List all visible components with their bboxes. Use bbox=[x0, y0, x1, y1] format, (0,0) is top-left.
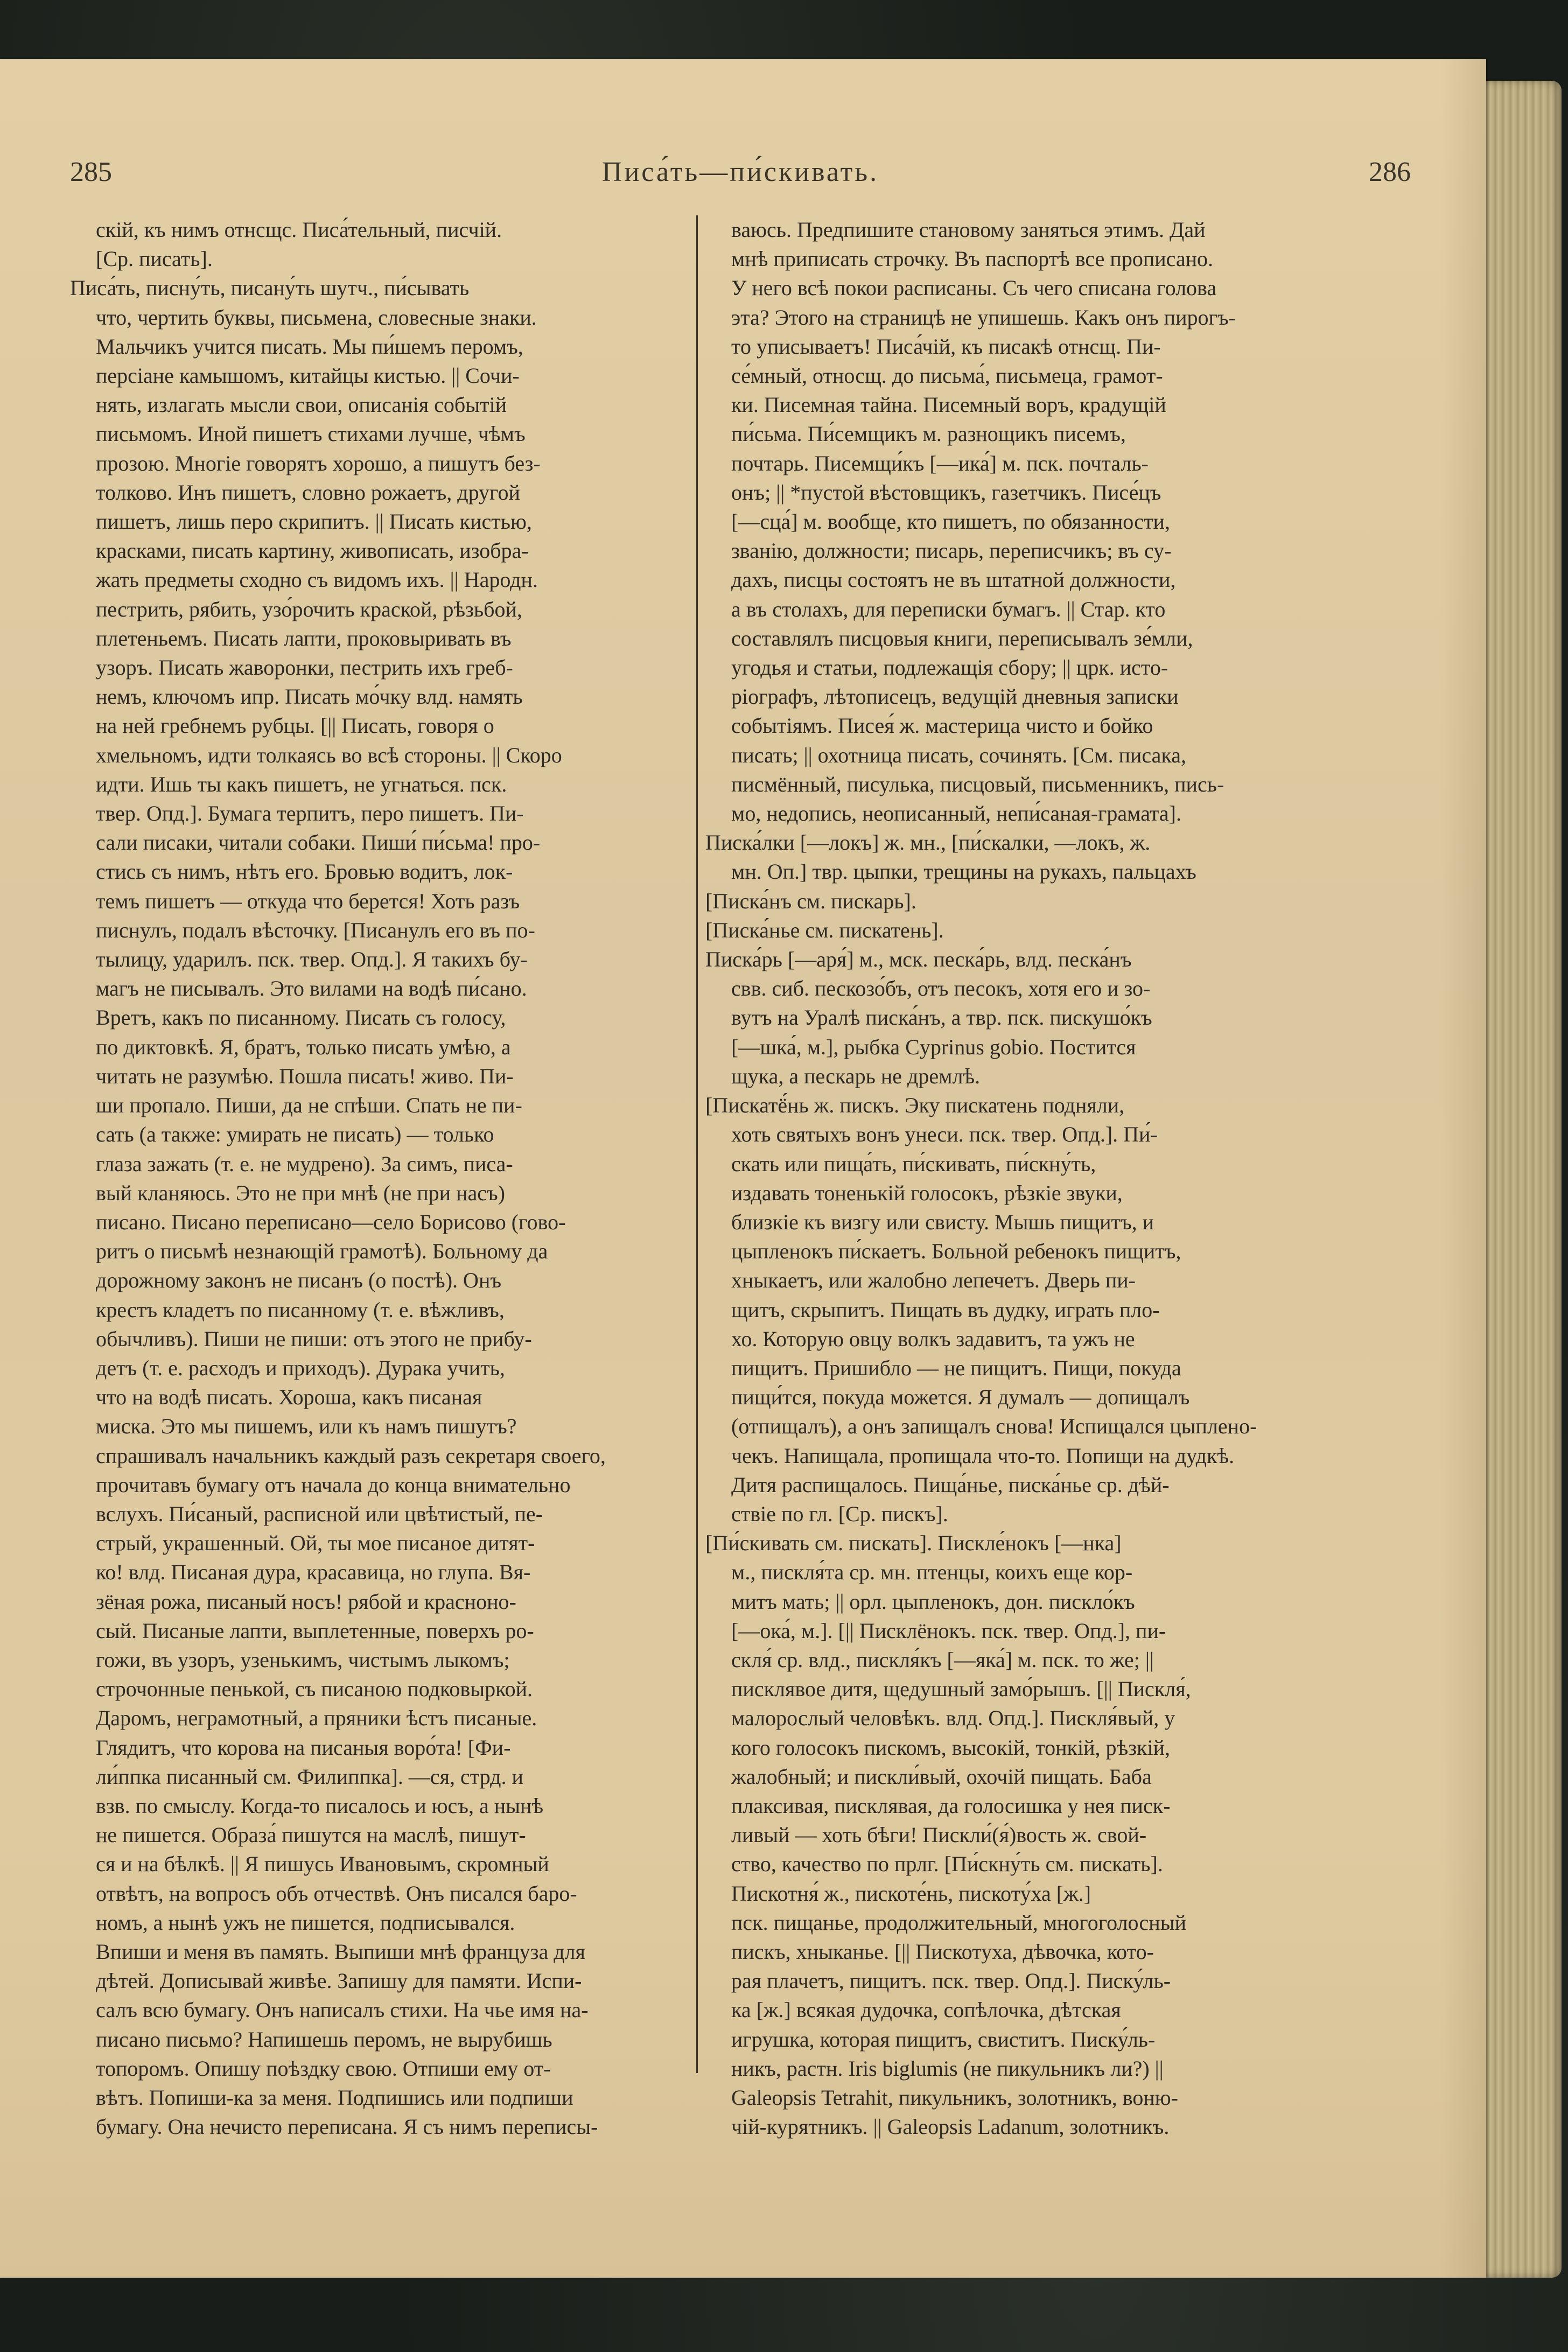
text-line: гожи, въ узоръ, узенькимъ, чистымъ лыкомъ; bbox=[96, 1647, 510, 1672]
text-line: плаксивая, писклявая, да голосишка у нея писк- bbox=[731, 1793, 1171, 1818]
text-line: жать предметы сходно съ видомъ ихъ. || Народн. bbox=[96, 568, 538, 592]
text-line: хоть святыхъ вонъ унеси. пск. твер. Опд.]. Пи́- bbox=[731, 1122, 1158, 1147]
text-line: скій, къ нимъ отнсщс. Писа́тельный, писчій. bbox=[96, 218, 502, 242]
text-line: сый. Писаные лапти, выплетенные, поверхъ ро- bbox=[96, 1618, 534, 1643]
text-line: прозою. Многіе говорятъ хорошо, а пишутъ без- bbox=[96, 451, 541, 475]
text-line: плетеньемъ. Писать лапти, проковыривать въ bbox=[96, 626, 512, 650]
text-line: свв. сиб. пескозо́бъ, отъ песокъ, хотя его и зо- bbox=[731, 976, 1151, 1001]
right-column bbox=[705, 215, 1465, 2141]
running-title: Писа́ть—пи́скивать. bbox=[601, 157, 879, 187]
text-line: ливый — хоть бѣги! Пискли́(я́)вость ж. свой- bbox=[731, 1823, 1147, 1847]
text-line: се́мный, относщ. до письма́, письмеца, грамот- bbox=[731, 363, 1163, 388]
page-stack-edge bbox=[1475, 81, 1562, 2278]
page-header bbox=[70, 156, 1411, 199]
text-line: ся и на бѣлкѣ. || Я пишусь Ивановымъ, скромный bbox=[96, 1852, 549, 1877]
text-line: бумагу. Она нечисто переписана. Я съ нимъ переписы- bbox=[96, 2115, 598, 2139]
text-line: хныкаетъ, или жалобно лепечетъ. Дверь пи- bbox=[731, 1268, 1136, 1293]
text-line: обычливъ). Пиши не пиши: отъ этого не прибу- bbox=[96, 1326, 532, 1351]
text-line: хо. Которую овцу волкъ задавитъ, та ужъ не bbox=[731, 1326, 1135, 1351]
text-line: магъ не писывалъ. Это вилами на водѣ пи́сано. bbox=[96, 976, 527, 1001]
text-line: дѣтей. Дописывай живѣе. Запишу для памяти. Испи- bbox=[96, 1969, 582, 1993]
text-line: персіане камышомъ, китайцы кистью. || Сочи- bbox=[96, 363, 520, 388]
text-line: Даромъ, неграмотный, а пряники ѣстъ писаные. bbox=[96, 1706, 537, 1731]
text-line: сали писаки, читали собаки. Пиши́ пи́сьма! про- bbox=[96, 830, 541, 855]
text-line: [—шка́, м.], рыбка Cyprinus gobio. Постится bbox=[731, 1034, 1136, 1059]
text-line: пишетъ, лишь перо скрипитъ. || Писать кистью, bbox=[96, 509, 532, 534]
text-line: Пискотня́ ж., пискоте́нь, пискоту́ха [ж.] bbox=[731, 1881, 1091, 1906]
text-line: У него всѣ покои расписаны. Съ чего списана голова bbox=[731, 276, 1217, 300]
text-line: ріографъ, лѣтописецъ, ведущій дневныя записки bbox=[731, 684, 1179, 709]
text-line: Galeopsis Tetrahit, пикульникъ, золотникъ, воню- bbox=[731, 2085, 1178, 2110]
text-line: званію, должности; писарь, переписчикъ; въ су- bbox=[731, 538, 1172, 563]
text-line: немъ, ключомъ ипр. Писать мо́чку влд. намять bbox=[96, 684, 523, 709]
text-line: писмённый, писулька, писцовый, письменникъ, пись- bbox=[731, 772, 1224, 796]
text-line: [Ср. писать]. bbox=[96, 247, 213, 271]
left-column bbox=[70, 215, 689, 2141]
text-line: пи́сьма. Пи́семщикъ м. разнощикъ писемъ, bbox=[731, 422, 1126, 446]
text-line: Впиши и меня въ память. Выпиши мнѣ француза для bbox=[96, 1939, 585, 1964]
text-line: зёная рожа, писаный носъ! рябой и красноно- bbox=[96, 1589, 516, 1614]
text-line: прочитавъ бумагу отъ начала до конца внимательно bbox=[96, 1472, 571, 1497]
text-line: вутъ на Уралѣ писка́нъ, а твр. пск. пискушо́къ bbox=[731, 1005, 1152, 1030]
text-line: ритъ о письмѣ незнающій грамотѣ). Больному да bbox=[96, 1239, 548, 1264]
text-line: на ней гребнемъ рубцы. [|| Писать, говоря о bbox=[96, 713, 494, 738]
text-line: дахъ, писцы состоятъ не въ штатной должности, bbox=[731, 568, 1176, 592]
text-line: пестрить, рябить, узо́рочить краской, рѣзьбой, bbox=[96, 597, 522, 621]
text-line: толково. Инъ пишетъ, словно рожаетъ, другой bbox=[96, 480, 520, 505]
text-line: скать или пища́ть, пи́скивать, пи́скну́ть, bbox=[731, 1151, 1096, 1176]
page-number-left: 285 bbox=[70, 157, 112, 187]
text-line: Глядитъ, что корова на писаныя воро́та! [Фи- bbox=[96, 1735, 511, 1760]
text-line: щитъ, скрыпитъ. Пищать въ дудку, играть пло- bbox=[731, 1297, 1160, 1322]
dictionary-page bbox=[0, 59, 1486, 2278]
text-line: ли́ппка писанный см. Филиппка]. —ся, стрд. и bbox=[96, 1764, 523, 1789]
text-line: дорожному законъ не писанъ (о постѣ). Онъ bbox=[96, 1268, 502, 1293]
text-line: событіямъ. Писея́ ж. мастерица чисто и бойко bbox=[731, 713, 1153, 738]
text-line: Писка́рь [—аря́] м., мск. песка́рь, влд. песка́нъ bbox=[705, 947, 1132, 972]
text-line: не пишется. Образа́ пишутся на маслѣ, пишут- bbox=[96, 1823, 526, 1847]
text-line: идти. Ишь ты какъ пишетъ, не угнаться. пск. bbox=[96, 772, 507, 796]
text-line: малорослый человѣкъ. влд. Опд.]. Пискля́вый, у bbox=[731, 1706, 1175, 1731]
text-line: ка [ж.] всякая дудочка, сопѣлочка, дѣтская bbox=[731, 1998, 1121, 2022]
text-line: строчонные пенькой, съ писаною подковыркой. bbox=[96, 1677, 533, 1702]
text-line: кого голосокъ пискомъ, высокій, тонкій, рѣзкій, bbox=[731, 1735, 1170, 1760]
text-line: скля́ ср. влд., пискля́къ [—яка́] м. пск. то же; || bbox=[731, 1647, 1154, 1672]
text-line: по диктовкѣ. Я, братъ, только писать умѣю, а bbox=[96, 1034, 511, 1059]
text-line: крестъ кладетъ по писанному (т. е. вѣжливъ, bbox=[96, 1297, 505, 1322]
text-line: эта? Этого на страницѣ не упишешь. Какъ онъ пирогъ- bbox=[731, 305, 1236, 330]
text-line: стись съ нимъ, нѣтъ его. Бровью водитъ, лок- bbox=[96, 859, 513, 884]
text-line: номъ, а нынѣ ужъ не пишется, подписывался. bbox=[96, 1910, 515, 1935]
text-line: чекъ. Напищала, пропищала что-то. Попищи на дудкѣ. bbox=[731, 1443, 1235, 1468]
text-line: мо, недопись, неописанный, непи́саная-грамата]. bbox=[731, 801, 1181, 826]
text-line: [Пи́скивать см. пискать]. Пискле́нокъ [—нка] bbox=[705, 1531, 1122, 1556]
text-line: взв. по смыслу. Когда-то писалось и юсъ, а нынѣ bbox=[96, 1793, 544, 1818]
text-line: ваюсь. Предпишите становому заняться этимъ. Дай bbox=[731, 218, 1206, 242]
text-line: близкіе къ визгу или свисту. Мышь пищитъ, и bbox=[731, 1209, 1154, 1234]
text-line: ко! влд. Писаная дура, красавица, но глупа. Вя- bbox=[96, 1560, 531, 1585]
text-line: пск. пищанье, продолжительный, многоголосный bbox=[731, 1910, 1186, 1935]
text-line: читать не разумѣю. Пошла писать! живо. Пи- bbox=[96, 1063, 514, 1088]
text-line: [—сца́] м. вообще, кто пишетъ, по обязанности, bbox=[731, 509, 1170, 534]
text-line: митъ мать; || орл. цыпленокъ, дон. пискло́къ bbox=[731, 1589, 1135, 1614]
text-line: сать (а также: умирать не писать) — только bbox=[96, 1122, 494, 1147]
text-line: топоромъ. Опишу поѣздку свою. Отпиши ему от- bbox=[96, 2056, 551, 2081]
text-line: детъ (т. е. расходъ и приходъ). Дурака учить, bbox=[96, 1355, 505, 1380]
page-number-right: 286 bbox=[1369, 157, 1411, 187]
text-line: вѣтъ. Попиши-ка за меня. Подпишись или подпиши bbox=[96, 2085, 573, 2110]
text-line: [Писка́нье см. пискатень]. bbox=[705, 918, 944, 942]
text-line: красками, писать картину, живописать, изобра- bbox=[96, 538, 529, 563]
text-line: темъ пишетъ — откуда что берется! Хоть разъ bbox=[96, 888, 520, 913]
text-line: ки. Писемная тайна. Писемный воръ, крадущій bbox=[731, 393, 1166, 417]
text-line: пискъ, хныканье. [|| Пискотуха, дѣвочка, кото- bbox=[731, 1939, 1154, 1964]
text-line: спрашивалъ начальникъ каждый разъ секретаря своего, bbox=[96, 1443, 606, 1468]
text-line: писать; || охотница писать, сочинять. [См. писака, bbox=[731, 743, 1186, 767]
text-line: что на водѣ писать. Хороша, какъ писаная bbox=[96, 1385, 482, 1410]
text-line: пищи́тся, покуда можется. Я думалъ — допищалъ bbox=[731, 1385, 1190, 1410]
text-line: Дитя распищалось. Пища́нье, писка́нье ср. дѣй- bbox=[731, 1472, 1170, 1497]
text-line: стрый, украшенный. Ой, ты мое писаное дитят- bbox=[96, 1531, 535, 1556]
text-line: тылицу, ударилъ. пск. твер. Опд.]. Я такихъ бу- bbox=[96, 947, 528, 972]
text-line: онъ; || *пустой вѣстовщикъ, газетчикъ. Писе́цъ bbox=[731, 480, 1161, 505]
text-line: никъ, растн. Iris biglumis (не пикульникъ ли?) || bbox=[731, 2056, 1164, 2081]
text-line: хмельномъ, идти толкаясь во всѣ стороны. || Скоро bbox=[96, 743, 562, 767]
text-line: писано. Писано переписано—село Борисово (гово- bbox=[96, 1209, 566, 1234]
text-line: мн. Оп.] твр. цыпки, трещины на рукахъ, пальцахъ bbox=[731, 859, 1196, 884]
text-line: м., пискля́та ср. мн. птенцы, коихъ еще кор- bbox=[731, 1560, 1133, 1585]
text-line: жалобный; и пискли́вый, охочій пищать. Баба bbox=[731, 1764, 1152, 1789]
text-line: а въ столахъ, для переписки бумагъ. || Стар. кто bbox=[731, 597, 1166, 621]
text-line: мнѣ приписать строчку. Въ паспортѣ все прописано. bbox=[731, 247, 1214, 271]
text-line: почтарь. Писемщи́къ [—ика́] м. пск. почталь- bbox=[731, 451, 1149, 475]
text-line: письмомъ. Иной пишетъ стихами лучше, чѣмъ bbox=[96, 422, 526, 446]
text-line: глаза зажать (т. е. не мудрено). За симъ, писа- bbox=[96, 1151, 513, 1176]
text-line: издавать тоненькій голосокъ, рѣзкіе звуки, bbox=[731, 1180, 1123, 1205]
text-line: Мальчикъ учится писать. Мы пи́шемъ перомъ, bbox=[96, 334, 523, 359]
text-line: рая плачетъ, пищитъ. пск. твер. Опд.]. Писку́ль- bbox=[731, 1969, 1171, 1993]
text-line: писклявое дитя, щедушный замо́рышъ. [|| Пискля́, bbox=[731, 1677, 1191, 1702]
text-line: нять, излагать мысли свои, описанія событій bbox=[96, 393, 507, 417]
text-line: писано письмо? Напишешь перомъ, не вырубишь bbox=[96, 2027, 552, 2052]
text-line: писнулъ, подалъ вѣсточку. [Писанулъ его въ по- bbox=[96, 918, 535, 942]
text-line: вслухъ. Пи́саный, расписной или цвѣтистый, пе- bbox=[96, 1501, 543, 1526]
text-line: салъ всю бумагу. Онъ написалъ стихи. На чье имя на- bbox=[96, 1998, 589, 2022]
text-line: что, чертить буквы, письмена, словесные знаки. bbox=[96, 305, 537, 330]
column-divider bbox=[696, 215, 698, 2073]
text-line: твер. Опд.]. Бумага терпитъ, перо пишетъ. Пи- bbox=[96, 801, 524, 826]
text-line: цыпленокъ пи́скаетъ. Больной ребенокъ пищитъ, bbox=[731, 1239, 1181, 1264]
text-line: узоръ. Писать жаворонки, пестрить ихъ греб- bbox=[96, 655, 513, 680]
text-line: пищитъ. Пришибло — не пищитъ. Пищи, покуда bbox=[731, 1355, 1181, 1380]
text-line: составлялъ писцовыя книги, переписывалъ зе́мли, bbox=[731, 626, 1193, 650]
text-line: (отпищалъ), а онъ запищалъ снова! Испищался цыплено- bbox=[731, 1414, 1257, 1439]
text-line: [Пискатё́нь ж. пискъ. Эку пискатень подняли, bbox=[705, 1093, 1125, 1118]
text-line: угодья и статьи, подлежащія сбору; || црк. исто- bbox=[731, 655, 1168, 680]
text-line: ствіе по гл. [Ср. пискъ]. bbox=[731, 1501, 948, 1526]
text-line: игрушка, которая пищитъ, свиститъ. Писку́ль- bbox=[731, 2027, 1156, 2052]
text-line: то уписываетъ! Писа́чій, къ писакѣ отнсщ. Пи- bbox=[731, 334, 1161, 359]
text-line: вый кланяюсь. Это не при мнѣ (не при насъ) bbox=[96, 1180, 505, 1205]
text-line: ши пропало. Пиши, да не спѣши. Спать не пи- bbox=[96, 1093, 522, 1118]
text-line: Писа́ть, писну́ть, писану́ть шутч., пи́сывать bbox=[70, 276, 470, 300]
text-line: отвѣтъ, на вопросъ объ отчествѣ. Онъ писался баро- bbox=[96, 1881, 577, 1906]
text-line: миска. Это мы пишемъ, или къ намъ пишутъ? bbox=[96, 1414, 517, 1439]
text-line: щука, а пескарь не дремлѣ. bbox=[731, 1063, 981, 1088]
text-line: Вретъ, какъ по писанному. Писать съ голосу, bbox=[96, 1005, 506, 1030]
text-line: чій-курятникъ. || Galeopsis Ladanum, золотникъ. bbox=[731, 2115, 1170, 2139]
text-line: ство, качество по прлг. [Пи́скну́ть см. пискать]. bbox=[731, 1852, 1163, 1877]
text-line: Писка́лки [—локъ] ж. мн., [пи́скалки, —локъ, ж. bbox=[705, 830, 1151, 855]
text-line: [Писка́нъ см. пискарь]. bbox=[705, 888, 916, 913]
text-line: [—ока́, м.]. [|| Писклёнокъ. пск. твер. Опд.], пи- bbox=[731, 1618, 1166, 1643]
